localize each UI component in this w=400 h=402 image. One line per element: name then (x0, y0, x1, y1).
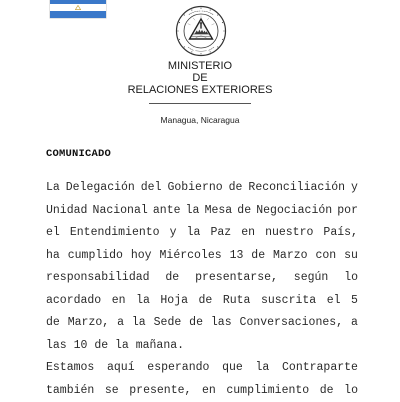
paragraph-word: en (241, 222, 255, 245)
paragraph-word: Sede (154, 312, 182, 335)
paragraph-word: en (202, 380, 216, 402)
paragraph-word: Ruta (223, 290, 251, 313)
document-title: COMUNICADO (46, 148, 111, 160)
coat-of-arms-seal-icon (175, 5, 227, 57)
paragraph-word: de (320, 380, 334, 402)
paragraph-word: La (46, 177, 60, 200)
paragraph-word: de (199, 290, 213, 313)
paragraph-line (46, 335, 358, 358)
paragraph-word: de (94, 335, 108, 358)
paragraph-word: y (351, 177, 358, 200)
paragraph-word: esperando (147, 357, 209, 380)
paragraph-word: 10 (74, 335, 88, 358)
paragraph-line (46, 177, 358, 200)
paragraph-word: de (46, 312, 60, 335)
paragraph-line (46, 245, 358, 268)
paragraph-word: Gobierno (167, 177, 222, 200)
body-paragraph-2 (46, 357, 358, 402)
paragraph-word: 13 (230, 245, 244, 268)
header-divider (149, 103, 251, 104)
paragraph-word: presente, (129, 380, 191, 402)
paragraph-word: el (46, 222, 60, 245)
paragraph-line (46, 312, 358, 335)
paragraph-word: de (165, 267, 179, 290)
paragraph-word: Miércoles (160, 245, 222, 268)
paragraph-word: Paz (210, 222, 231, 245)
paragraph-word: la (132, 312, 146, 335)
ministry-name (110, 60, 290, 96)
paragraph-word: la (256, 357, 270, 380)
paragraph-word: la (136, 290, 150, 313)
paragraph-line (46, 290, 358, 313)
paragraph-word: mañana. (136, 335, 184, 358)
paragraph-word: las (46, 335, 67, 358)
paragraph-word: lo (344, 267, 358, 290)
nicaragua-flag-icon (50, 0, 106, 18)
paragraph-word: Hoja (160, 290, 188, 313)
paragraph-word: a (351, 312, 358, 335)
paragraph-line (46, 357, 358, 380)
paragraph-word: a (117, 312, 124, 335)
ministry-line-1: MINISTERIO (110, 60, 290, 72)
paragraph-word: suscrita (261, 290, 316, 313)
paragraph-word: que (222, 357, 243, 380)
paragraph-word: Unidad (46, 200, 87, 223)
paragraph-word: de (189, 312, 203, 335)
paragraph-word: del (141, 177, 162, 200)
paragraph-word: la (187, 222, 201, 245)
paragraph-word: responsabilidad (46, 267, 150, 290)
paragraph-word: Estamos (46, 357, 94, 380)
paragraph-word: presentarse, (195, 267, 278, 290)
paragraph-word: Conversaciones, (240, 312, 344, 335)
paragraph-word: Delegación (66, 177, 135, 200)
paragraph-word: con (315, 245, 336, 268)
paragraph-word: aquí (107, 357, 135, 380)
flag-band-bottom (50, 11, 106, 18)
location-text: Managua, Nicaragua (110, 115, 290, 125)
paragraph-word: Entendimiento (70, 222, 160, 245)
paragraph-word: el (327, 290, 341, 313)
paragraph-line (46, 200, 358, 223)
paragraph-word: Marzo, (68, 312, 109, 335)
paragraph-word: de (237, 200, 251, 223)
paragraph-word: y (170, 222, 177, 245)
paragraph-word: nuestro (265, 222, 313, 245)
paragraph-word: la (186, 200, 200, 223)
paragraph-word: se (105, 380, 119, 402)
paragraph-word: la (115, 335, 129, 358)
paragraph-word: Mesa (205, 200, 233, 223)
ministry-line-3: RELACIONES EXTERIORES (110, 84, 290, 96)
paragraph-word: de (251, 245, 265, 268)
paragraph-word: Reconciliación (248, 177, 345, 200)
paragraph-word: lo (344, 380, 358, 402)
paragraph-word: hoy (131, 245, 152, 268)
paragraph-word: cumplido (68, 245, 123, 268)
paragraph-word: 5 (351, 290, 358, 313)
paragraph-word: por (337, 200, 358, 223)
paragraph-word: cumplimiento (226, 380, 309, 402)
paragraph-word: acordado (46, 290, 101, 313)
paragraph-word: Marzo (273, 245, 308, 268)
ministry-line-2: DE (110, 72, 290, 84)
paragraph-word: Contraparte (282, 357, 358, 380)
paragraph-word: en (112, 290, 126, 313)
paragraph-word: Nacional (93, 200, 148, 223)
paragraph-line (46, 267, 358, 290)
paragraph-word: ha (46, 245, 60, 268)
paragraph-word: de (229, 177, 243, 200)
flag-emblem-icon (75, 5, 81, 10)
paragraph-word: también (46, 380, 94, 402)
paragraph-word: ante (153, 200, 181, 223)
body-paragraph-1 (46, 177, 358, 357)
paragraph-word: Negociación (256, 200, 332, 223)
paragraph-word: según (294, 267, 329, 290)
paragraph-word: su (344, 245, 358, 268)
paragraph-word: País, (323, 222, 358, 245)
paragraph-word: las (211, 312, 232, 335)
paragraph-line (46, 222, 358, 245)
paragraph-line (46, 380, 358, 402)
